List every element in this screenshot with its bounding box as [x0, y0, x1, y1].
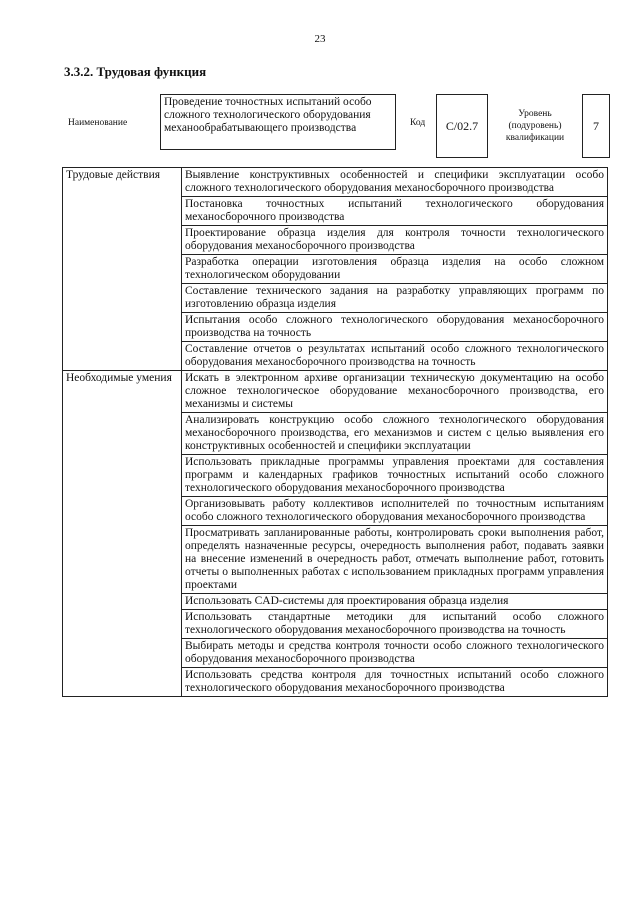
group-item-cell: Выбирать методы и средства контроля точности особо сложного технологического оборудования механосборочного производства	[182, 639, 608, 668]
group-item-cell: Использовать средства контроля для точностных испытаний особо сложного технологического оборудования механосборочного производства	[182, 668, 608, 697]
group-title-cell	[63, 255, 182, 284]
group-item-cell: Организовывать работу коллективов исполнителей по точностным испытаниям особо сложного технологического оборудования механосборочного производства	[182, 497, 608, 526]
table-row	[63, 610, 608, 639]
table-row	[63, 226, 608, 255]
table-row	[63, 168, 608, 197]
table-row	[63, 668, 608, 697]
code-value: C/02.7	[436, 94, 488, 158]
group-title-cell	[63, 497, 182, 526]
group-title-cell	[63, 594, 182, 610]
table-row	[63, 526, 608, 594]
group-item-cell: Разработка операции изготовления образца изделия на особо сложном технологическом оборудовании	[182, 255, 608, 284]
table-row	[63, 342, 608, 371]
group-item-cell: Составление технического задания на разработку управляющих программ по изготовлению образца изделия	[182, 284, 608, 313]
name-value: Проведение точностных испытаний особо сложного технологического оборудования механообрабатывающего производства	[160, 94, 396, 150]
group-title-cell	[63, 413, 182, 455]
table-row	[63, 497, 608, 526]
group-item-cell: Анализировать конструкцию особо сложного технологического оборудования механосборочного производства, его механизмов и систем с целью выявления его конструктивных особенностей и специфики эксплуатации	[182, 413, 608, 455]
table-row	[63, 639, 608, 668]
table-row	[63, 197, 608, 226]
group-title-cell: Необходимые умения	[63, 371, 182, 413]
group-item-cell: Просматривать запланированные работы, контролировать сроки выполнения работ, определять назначенные ресурсы, очередность выполнения работ, подавать заявки на внесение изменений в очередность работ, отмечать выполнение работ, готовить отчеты о выполненных работах с использованием прикладных программ управления проектами	[182, 526, 608, 594]
group-title-cell	[63, 284, 182, 313]
table-row	[63, 455, 608, 497]
group-title-cell	[63, 342, 182, 371]
table-row	[63, 284, 608, 313]
section-title: 3.3.2. Трудовая функция	[64, 64, 207, 79]
table-row	[63, 313, 608, 342]
level-label: Уровень (подуровень) квалификации	[505, 109, 565, 143]
group-title-cell: Трудовые действия	[63, 168, 182, 197]
group-item-cell: Проектирование образца изделия для контроля точности технологического оборудования механосборочного производства	[182, 226, 608, 255]
group-item-cell: Постановка точностных испытаний технологического оборудования механосборочного производства	[182, 197, 608, 226]
group-title-cell	[63, 455, 182, 497]
group-title-cell	[63, 197, 182, 226]
group-item-cell: Использовать прикладные программы управления проектами для составления программ и календарных графиков точностных испытаний особо сложного технологического оборудования механосборочного производства	[182, 455, 608, 497]
labor-function-table	[62, 167, 608, 697]
group-title-cell	[63, 668, 182, 697]
table-row	[63, 594, 608, 610]
group-title-cell	[63, 313, 182, 342]
group-title-cell	[63, 526, 182, 594]
group-item-cell: Использовать стандартные методики для испытаний особо сложного технологического оборудования механосборочного производства на точность	[182, 610, 608, 639]
name-label: Наименование	[68, 118, 128, 128]
table-row	[63, 255, 608, 284]
code-label: Код	[410, 118, 426, 128]
page-number: 23	[314, 33, 326, 45]
table-row	[63, 371, 608, 413]
group-title-cell	[63, 610, 182, 639]
group-item-cell: Испытания особо сложного технологического оборудования механосборочного производства на точность	[182, 313, 608, 342]
group-title-cell	[63, 226, 182, 255]
table-row	[63, 413, 608, 455]
group-title-cell	[63, 639, 182, 668]
group-item-cell: Использовать CAD-системы для проектирования образца изделия	[182, 594, 608, 610]
group-item-cell: Искать в электронном архиве организации техническую документацию на особо сложное технологическое оборудование механосборочного производства, его механизмы и системы	[182, 371, 608, 413]
group-item-cell: Выявление конструктивных особенностей и специфики эксплуатации особо сложного технологического оборудования механосборочного производства	[182, 168, 608, 197]
group-item-cell: Составление отчетов о результатах испытаний особо сложного технологического оборудования механосборочного производства на точность	[182, 342, 608, 371]
level-value: 7	[582, 94, 610, 158]
